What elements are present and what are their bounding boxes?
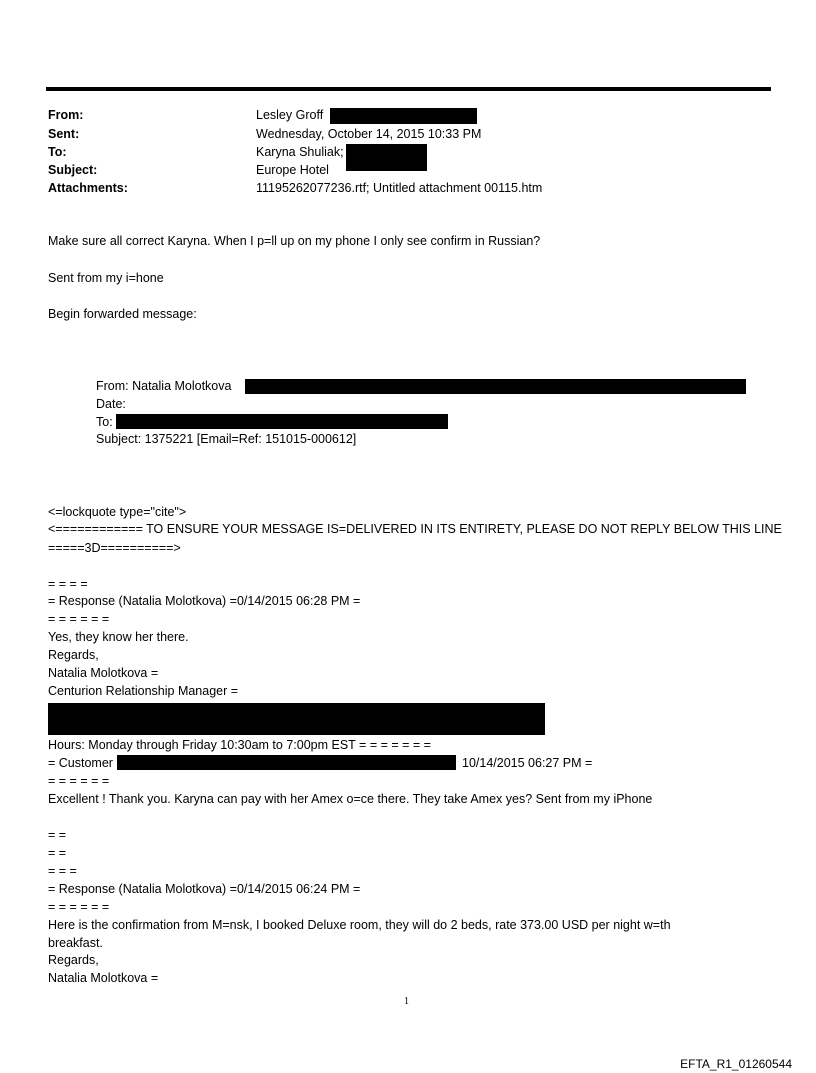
- subject-value: Europe Hotel: [256, 163, 329, 177]
- redaction-block: [346, 144, 427, 171]
- thread-line: = = = = = =: [48, 612, 110, 626]
- fwd-subject: Subject: 1375221 [Email=Ref: 151015-000612]: [96, 432, 357, 446]
- thread-line: = Customer: [48, 756, 113, 770]
- thread-line: Regards,: [48, 648, 99, 662]
- thread-line: Yes, they know her there.: [48, 630, 189, 644]
- to-value: Karyna Shuliak;: [256, 145, 344, 159]
- redaction-block: [330, 108, 477, 124]
- thread-line: 10/14/2015 06:27 PM =: [462, 756, 593, 770]
- thread-line: = Response (Natalia Molotkova) =0/14/2015 06:24 PM =: [48, 882, 361, 896]
- redaction-block: [245, 379, 746, 394]
- sent-value: Wednesday, October 14, 2015 10:33 PM: [256, 127, 482, 141]
- to-label: To:: [48, 145, 67, 159]
- thread-line: Here is the confirmation from M=nsk, I booked Deluxe room, they will do 2 beds, rate 373.00 USD per night w=th: [48, 918, 671, 932]
- thread-line: breakfast.: [48, 936, 103, 950]
- thread-line: = = = = = =: [48, 900, 110, 914]
- page-number: 1: [404, 996, 409, 1007]
- thread-line: = =: [48, 828, 67, 842]
- body-line: Make sure all correct Karyna. When I p=ll up on my phone I only see confirm in Russian?: [48, 234, 541, 248]
- attachments-value: 11195262077236.rtf; Untitled attachment 00115.htm: [256, 181, 543, 195]
- thread-line: = Response (Natalia Molotkova) =0/14/2015 06:28 PM =: [48, 594, 361, 608]
- thread-line: =====3D==========>: [48, 541, 181, 555]
- thread-line: = =: [48, 846, 67, 860]
- redaction-block: [117, 755, 456, 770]
- thread-line: = = = =: [48, 577, 88, 591]
- redaction-block: [116, 414, 448, 429]
- from-value: Lesley Groff: [256, 108, 324, 122]
- thread-line: Natalia Molotkova =: [48, 971, 159, 985]
- thread-line: = = =: [48, 864, 77, 878]
- thread-line: Hours: Monday through Friday 10:30am to 7:00pm EST = = = = = = =: [48, 738, 431, 752]
- body-line: Sent from my i=hone: [48, 271, 164, 285]
- sent-label: Sent:: [48, 127, 80, 141]
- attachments-label: Attachments:: [48, 181, 128, 195]
- thread-line: Centurion Relationship Manager =: [48, 684, 239, 698]
- fwd-from: From: Natalia Molotkova: [96, 379, 232, 393]
- subject-label: Subject:: [48, 163, 98, 177]
- from-label: From:: [48, 108, 84, 122]
- redaction-block: [48, 703, 545, 735]
- fwd-to: To:: [96, 415, 113, 429]
- thread-line: <============ TO ENSURE YOUR MESSAGE IS=DELIVERED IN ITS ENTIRETY, PLEASE DO NOT REPLY BELOW THIS LINE: [48, 522, 782, 536]
- thread-line: Excellent ! Thank you. Karyna can pay with her Amex o=ce there. They take Amex yes? Sent from my iPhone: [48, 792, 653, 806]
- header-rule: [46, 87, 771, 91]
- thread-line: = = = = = =: [48, 774, 110, 788]
- document-id: EFTA_R1_01260544: [680, 1057, 792, 1071]
- fwd-date: Date:: [96, 397, 126, 411]
- body-line: Begin forwarded message:: [48, 307, 197, 321]
- thread-line: Natalia Molotkova =: [48, 666, 159, 680]
- thread-line: <=lockquote type="cite">: [48, 505, 187, 519]
- thread-line: Regards,: [48, 953, 99, 967]
